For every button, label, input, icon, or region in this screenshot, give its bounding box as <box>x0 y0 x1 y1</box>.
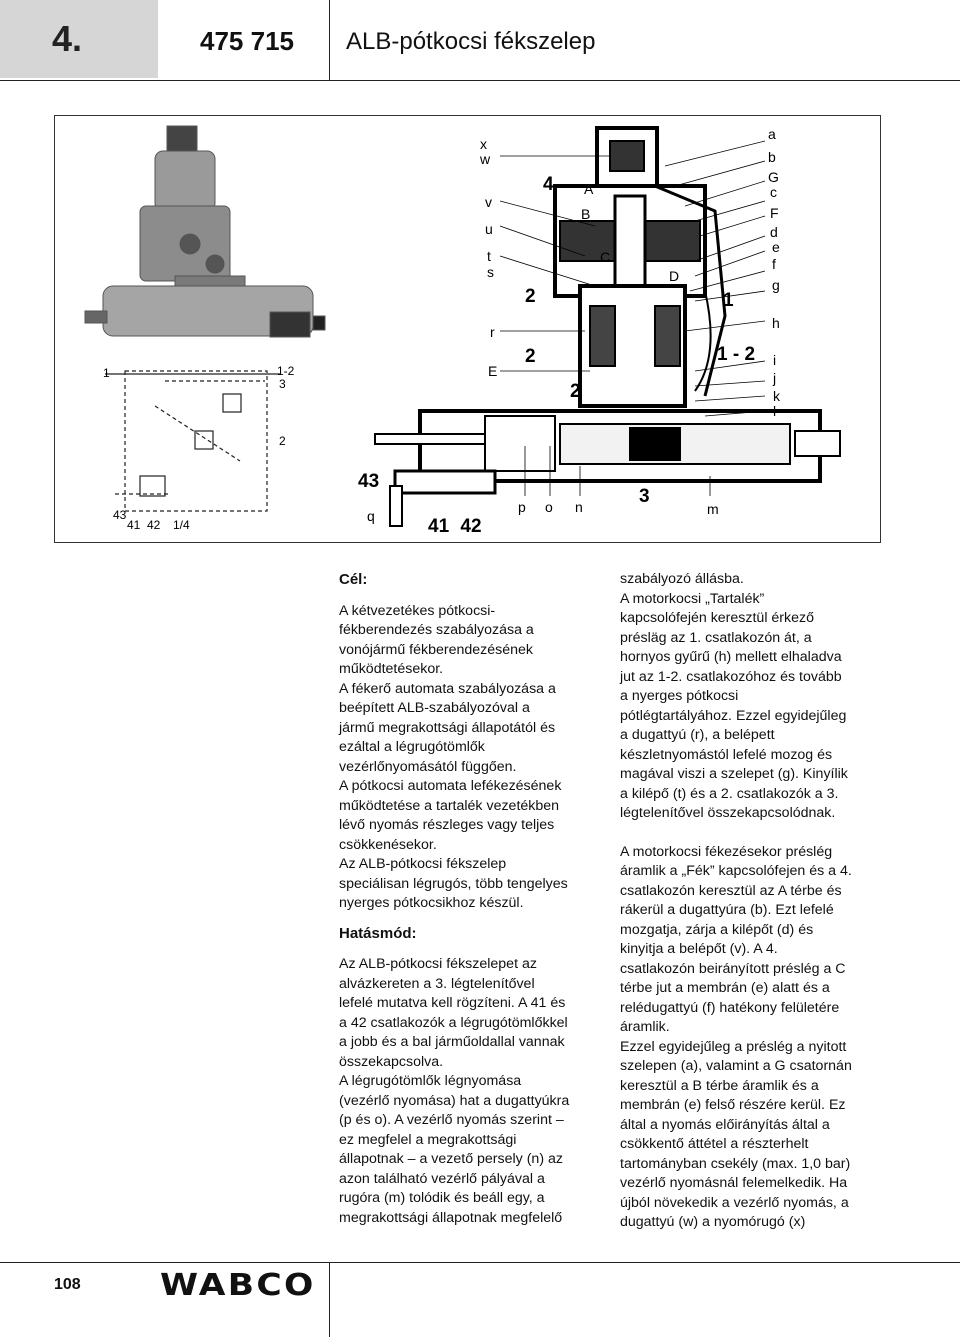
text-line: Az ALB-pótkocsi fékszelep <box>339 856 507 872</box>
text-line: vezérlőnyomásától függően. <box>339 758 517 775</box>
label-port-2-lower: 2 <box>570 381 581 402</box>
label-port-2-upper: 2 <box>525 286 536 307</box>
text-line: újból növekedik a vezérlő nyomás, a <box>620 1194 849 1211</box>
text-line: csökkentő áttétel a részterhelt <box>620 1136 809 1152</box>
label-C: C <box>600 249 611 265</box>
text-line: kinyitja a belépőt (v). A 4. <box>620 941 778 957</box>
label-ports-41-42: 41 42 <box>428 516 482 537</box>
heading-goal: Cél: <box>339 571 368 588</box>
label-m: m <box>707 501 719 517</box>
text-line: Az ALB-pótkocsi fékszelepet az <box>339 956 537 972</box>
section-number-box <box>0 0 158 78</box>
text-line: A motorkocsi fékezésekor préslég <box>620 843 833 860</box>
label-port-43: 43 <box>358 471 380 492</box>
label-g: g <box>772 277 780 293</box>
text-line: nyerges pótkocsikhoz készül. <box>339 895 524 911</box>
text-line: dugattyú (w) a nyomórugó (x) <box>620 1214 806 1230</box>
label-j: j <box>773 370 777 386</box>
text-line: alvázkereten a 3. légtelenítővel <box>339 975 535 992</box>
label-r: r <box>490 324 495 340</box>
text-line: légtelenítővel összekapcsolódnak. <box>620 805 836 821</box>
label-D: D <box>669 268 680 284</box>
text-line: jut az 1-2. csatlakozóhoz és tovább <box>620 668 842 685</box>
label-F: F <box>770 205 779 221</box>
text-line: magával viszi a szelepet (g). Kinyílik <box>620 766 848 782</box>
label-p: p <box>518 499 526 515</box>
text-line: megrakottsági állapotnak megfelelő <box>339 1209 563 1226</box>
label-v: v <box>485 194 492 210</box>
label-port-1-2: 1 - 2 <box>717 344 756 365</box>
supply-paragraph <box>620 570 882 824</box>
heading-operation: Hatásmód: <box>339 924 417 942</box>
label-s: s <box>487 264 494 280</box>
text-line: (p és o). A vezérlő nyomás szerint – <box>339 1112 564 1128</box>
label-t: t <box>487 248 491 264</box>
label-c: c <box>770 184 777 200</box>
text-line: a jobb és a bal járműoldallal vannak <box>339 1034 565 1050</box>
label-o: o <box>545 499 553 515</box>
valve-figure <box>54 115 881 543</box>
text-line: csatlakozón beirányított préslég a C <box>620 960 846 977</box>
text-line: hornyos gyűrű (h) mellett elhaladva <box>620 649 842 665</box>
text-line: membrán (e) felső részére kerül. Ez <box>620 1097 846 1113</box>
label-k: k <box>773 388 780 404</box>
label-port-3: 3 <box>639 486 650 507</box>
text-line: a kilépő (t) és a 2. csatlakozók a 3. <box>620 785 839 802</box>
braking-paragraph <box>620 843 882 1233</box>
text-line: vezérlő nyomásnál felemelkedik. Ha <box>620 1175 848 1191</box>
text-line: a 42 csatlakozók a légrugótömlőkkel <box>339 1014 568 1031</box>
label-f: f <box>772 256 776 272</box>
operation-text <box>339 955 601 1228</box>
schematic-label-43: 43 <box>113 508 127 522</box>
label-port-2-middle: 2 <box>525 346 536 367</box>
label-a: a <box>768 126 776 142</box>
label-l: l <box>773 403 777 419</box>
text-line: keresztül a B térbe áramlik és a <box>620 1077 819 1094</box>
text-line: A pótkocsi automata lefékezésének <box>339 778 562 794</box>
text-line: présläg az 1. csatlakozón át, a <box>620 629 812 646</box>
text-line: csökkenésekor. <box>339 836 437 853</box>
text-line: szabályozó állásba. <box>620 571 744 587</box>
label-n: n <box>575 499 583 515</box>
text-line: beépített ALB-szabályozóval a <box>339 700 530 716</box>
text-line: tartományban csekély (max. 1,0 bar) <box>620 1155 851 1172</box>
text-line: vonójármű fékberendezésének <box>339 641 534 658</box>
text-line: a nyerges pótkocsi <box>620 688 739 704</box>
label-i: i <box>773 352 777 368</box>
valve-drawing <box>55 116 880 542</box>
text-line: készletnyomástól lefelé mozog és <box>620 746 833 763</box>
text-line: működtetésekor. <box>339 661 444 677</box>
schematic-label-41: 41 <box>127 518 141 532</box>
text-line: csatlakozón keresztül az A térbe és <box>620 882 842 899</box>
text-line: (vezérlő nyomása) hat a dugattyúkra <box>339 1092 570 1109</box>
page-number: 108 <box>54 1276 81 1293</box>
text-line: azon található vezérlő pályával a <box>339 1170 545 1187</box>
text-line: mozgatja, zárja a kilépőt (d) és <box>620 921 814 938</box>
text-line: rugóra (m) tolódik és beáll egy, a <box>339 1190 545 1206</box>
label-b: b <box>768 149 776 165</box>
text-line: állapotnak – a vezető persely (n) az <box>339 1151 563 1167</box>
valve-photo <box>85 126 325 337</box>
right-text-column <box>620 570 882 1233</box>
text-line: összekapcsolva. <box>339 1053 444 1070</box>
label-w: w <box>480 151 491 167</box>
text-line: által a nyomás előirányítás által a <box>620 1116 830 1133</box>
text-line: áramlik a „Fék” kapcsolófejen és a 4. <box>620 863 852 879</box>
header-rule <box>0 80 960 81</box>
schematic-label-2: 2 <box>279 434 286 448</box>
footer-divider <box>329 1262 330 1337</box>
schematic-label-3: 3 <box>279 377 286 391</box>
text-line: A motorkocsi „Tartalék” <box>620 590 765 607</box>
text-line: speciálisan légrugós, több tengelyes <box>339 875 568 892</box>
section-number: 4. <box>52 18 83 59</box>
label-q: q <box>367 508 375 524</box>
schematic-label-42: 42 <box>147 518 161 532</box>
schematic-label-1: 1 <box>103 366 110 380</box>
text-line: Ezzel egyidejűleg a préslég a nyitott <box>620 1038 847 1055</box>
text-line: rákerül a dugattyúra (b). Ezt lefelé <box>620 902 834 918</box>
text-line: A kétvezetékes pótkocsi- <box>339 602 496 619</box>
schematic-label-1-4: 1/4 <box>173 518 190 532</box>
paragraph-gap <box>620 824 882 843</box>
label-x: x <box>480 136 487 152</box>
text-line: kapcsolófején keresztül érkező <box>620 610 814 626</box>
product-number: 475 715 <box>200 26 294 56</box>
text-line: ez megfelel a megrakottsági <box>339 1131 517 1148</box>
goal-text <box>339 602 601 914</box>
label-h: h <box>772 315 780 331</box>
header-divider <box>329 0 330 80</box>
text-line: jármű megrakottsági állapotától és <box>339 719 556 736</box>
text-line: szelepen (a), valamint a G csatornán <box>620 1058 852 1074</box>
text-line: relédugattyú (f) hatékony felületére <box>620 999 840 1016</box>
text-line: működtetése a tartalék vezetékben <box>339 797 560 814</box>
wabco-logo: WABCO <box>160 1268 316 1303</box>
footer-rule <box>0 1262 960 1263</box>
text-line: a dugattyú (r), a belépett <box>620 727 775 743</box>
label-E: E <box>488 363 498 379</box>
text-line: térbe jut a membrán (e) alatt és a <box>620 980 830 996</box>
label-u: u <box>485 221 493 237</box>
label-e: e <box>772 239 780 255</box>
text-line: pótlégtartályához. Ezzel egyidejűleg <box>620 707 847 724</box>
text-line: lévő nyomás részleges vagy teljes <box>339 817 555 833</box>
text-line: fékberendezés szabályozása a <box>339 622 534 638</box>
label-d: d <box>770 224 778 240</box>
text-line: ezáltal a légrugótömlők <box>339 739 485 755</box>
label-B: B <box>581 206 591 222</box>
text-line: lefelé mutatva kell rögzíteni. A 41 és <box>339 995 566 1011</box>
left-text-column <box>339 570 601 1228</box>
label-port-4: 4 <box>543 174 554 195</box>
label-port-1: 1 <box>723 290 734 311</box>
schematic <box>105 371 280 511</box>
schematic-label-1-2: 1-2 <box>277 364 295 378</box>
label-G: G <box>768 169 779 185</box>
text-line: áramlik. <box>620 1019 670 1035</box>
page-title: ALB-pótkocsi fékszelep <box>346 28 596 55</box>
label-A: A <box>584 181 594 197</box>
text-line: A légrugótömlők légnyomása <box>339 1073 522 1089</box>
text-line: A fékerő automata szabályozása a <box>339 680 556 697</box>
